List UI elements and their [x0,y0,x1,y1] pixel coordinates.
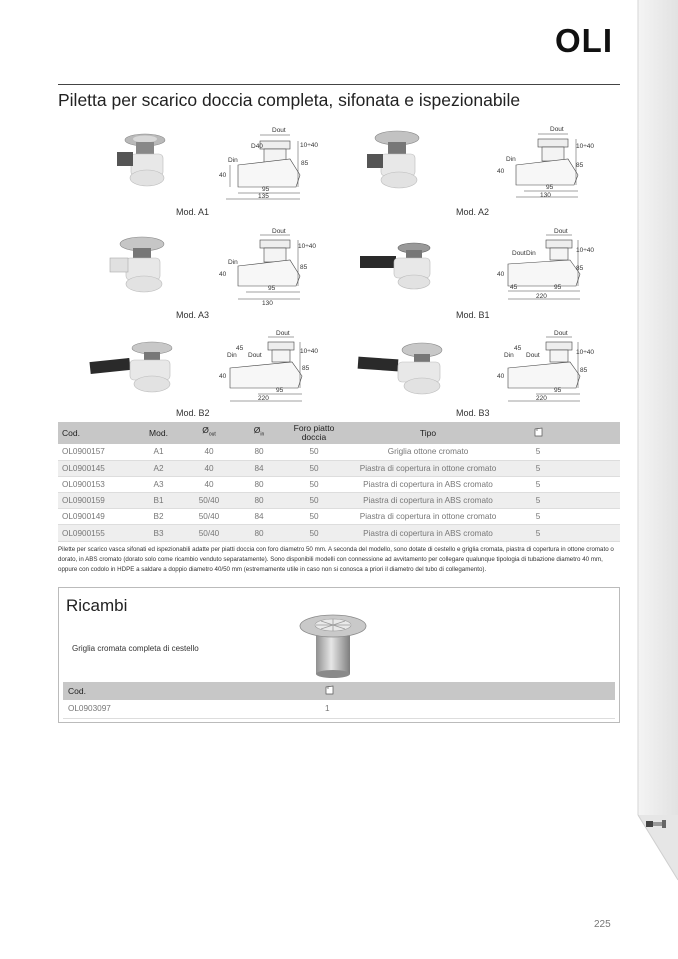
technical-drawing-b3 [496,330,608,410]
dim-top: Dout [550,126,564,133]
dim-side: Din [228,157,238,164]
table-header-row [58,422,620,444]
header-foro [284,422,344,444]
table-row [58,509,620,525]
dim-top: Dout [272,127,286,134]
dim-bottom-1: 95 [554,387,562,394]
dim-left: 40 [219,373,227,380]
cell-out: 50/40 [184,493,234,509]
dim-right-b: 85 [302,365,310,372]
header-diameter-out [184,422,234,444]
cell-out: 40 [184,444,234,460]
table-header-row [63,682,615,700]
dim-side-2: Dout [526,352,540,359]
header-diameter-in [234,422,284,444]
product-photo-a1 [115,128,175,198]
dim-left: 40 [497,271,505,278]
cell-foro: 50 [284,444,344,460]
model-label-b3: Mod. B3 [456,408,490,418]
dim-top: Dout [554,330,568,337]
cell-out: 50/40 [184,509,234,525]
dim-bottom-2: 220 [536,395,547,402]
ricambi-item-description: Griglia cromata completa di cestello [72,644,199,653]
technical-drawing-a3 [218,228,330,308]
dim-right-b: 85 [580,367,588,374]
dim-bottom-1: 95 [262,186,270,193]
dim-right-b: 85 [576,265,584,272]
dim-angle: 45 [236,345,244,352]
header-package [512,422,564,444]
technical-drawing-a2 [496,125,608,205]
cell-tipo: Piastra di copertura in ottone cromato [344,509,512,525]
spare-part-photo [298,614,368,680]
cell-foro: 50 [284,460,344,476]
dim-side: Dout [512,250,526,257]
dim-right-a: 10÷40 [576,247,595,254]
product-description: Pilette per scarico vasca sifonati ed ispezionabili adatte per piatti doccia con foro diametro 50 mm. A seconda del modello, sono dotate di cestello e griglia cromata, piastra di copertura in ottone cromato o dorato, in ABS cromato (dorato solo come ricambio venduto separatamente). Sono disponibili modelli con connessione ad avvitamento per collegare qualunque tipologia di tubazione diametro 40 mm, oppure con codolo in HDPE a saldare a doppio diametro 40/50 mm (estremamente utile in caso non si conosca a priori il diametro del tubo di collegamento). [58,546,614,573]
dim-left: 40 [219,172,227,179]
dim-side-2: Din [526,250,536,257]
dim-bottom-1: 95 [276,387,284,394]
product-photo-b3 [356,338,452,400]
dim-left: 40 [219,271,227,278]
cell-in: 80 [234,476,284,492]
cell-cod: OL0900153 [58,476,133,492]
product-photo-a2 [365,128,429,198]
page-title: Piletta per scarico doccia completa, sifonata e ispezionabile [58,90,521,110]
dim-right-b: 85 [301,160,309,167]
cell-qty: 5 [512,460,564,476]
cell-out: 40 [184,476,234,492]
dim-top: Dout [554,228,568,235]
model-label-b1: Mod. B1 [456,310,490,320]
dim-side: Din [504,352,514,359]
page-number: 225 [594,919,611,930]
cell-tipo: Piastra di copertura in ABS cromato [344,476,512,492]
table-row [58,444,620,460]
dim-right-b: 85 [300,264,308,271]
table-row [58,493,620,509]
dim-top: Dout [276,330,290,337]
cell-qty: 5 [512,525,564,541]
dim-bottom-2: 220 [536,293,547,300]
model-label-a3: Mod. A3 [176,310,210,320]
ricambi-title: Ricambi [66,596,128,615]
dim-bottom-2: 130 [262,300,273,307]
cell-foro: 50 [284,493,344,509]
cell-cod: OL0900145 [58,460,133,476]
dim-right-a: 10÷40 [300,348,319,355]
dim-side-2: Dout [248,352,262,359]
cell-foro: 50 [284,525,344,541]
technical-drawing-b1 [496,228,608,308]
dim-bottom-2: 135 [258,193,269,200]
cell-mod: A1 [133,444,184,460]
cell-cod: OL0903097 [63,700,325,718]
table-row [58,476,620,492]
header-tipo: Tipo [344,422,512,444]
model-label-a2: Mod. A2 [456,207,490,217]
header-cod: Cod. [63,682,325,700]
package-icon [325,685,334,695]
cell-tipo: Piastra di copertura in ottone cromato [344,460,512,476]
cell-foro: 50 [284,509,344,525]
dim-right-a: 10÷40 [298,243,317,250]
dim-bottom-1b: 95 [554,284,562,291]
cell-in: 80 [234,525,284,541]
header-package [325,682,615,700]
dim-right-a: 10÷40 [576,349,595,356]
diameter-symbol: Ø [253,425,261,436]
dim-bottom-1: 95 [546,184,554,191]
product-photo-a3 [108,232,174,302]
diameter-subscript: out [208,431,216,438]
dim-right-a: 10÷40 [576,143,595,150]
dim-side: Din [227,352,237,359]
cell-mod: A2 [133,460,184,476]
header-cod: Cod. [58,422,133,444]
product-photo-b2 [88,338,184,400]
dim-side: Din [228,259,238,266]
dim-side: Din [506,156,516,163]
cell-mod: B2 [133,509,184,525]
diameter-symbol: Ø [202,425,209,436]
pipe-fitting-icon [645,818,667,830]
cell-tipo: Griglia ottone cromato [344,444,512,460]
technical-drawing-b2 [218,330,330,410]
cell-in: 84 [234,509,284,525]
dim-angle: 45 [514,345,522,352]
header-spacer [564,422,620,444]
cell-out: 40 [184,460,234,476]
cell-tipo: Piastra di copertura in ABS cromato [344,525,512,541]
cell-qty: 5 [512,444,564,460]
cell-qty: 5 [512,509,564,525]
dim-bottom-1: 95 [268,285,276,292]
cell-mod: A3 [133,476,184,492]
cell-qty: 1 [325,700,615,718]
diameter-subscript: in [260,431,265,438]
header-mod: Mod. [133,422,184,444]
cell-tipo: Piastra di copertura in ABS cromato [344,493,512,509]
dim-left: 40 [497,373,505,380]
header-foro-line2: doccia [301,432,327,442]
dim-left: 40 [497,168,505,175]
cell-cod: OL0900155 [58,525,133,541]
dim-top: Dout [272,228,286,235]
cell-in: 84 [234,460,284,476]
table-row [63,700,615,718]
cell-qty: 5 [512,476,564,492]
page-edge-decoration [634,0,678,959]
ricambi-section [58,587,620,723]
cell-cod: OL0900157 [58,444,133,460]
model-label-a1: Mod. A1 [176,207,210,217]
cell-cod: OL0900149 [58,509,133,525]
dim-bottom-2: 130 [540,192,551,199]
brand-logo: OLI [555,22,613,59]
dim-right-a: 10÷40 [300,142,319,149]
cell-mod: B3 [133,525,184,541]
ricambi-table [63,682,615,719]
product-table [58,422,620,542]
package-icon [534,427,543,437]
header-foro-line1: Foro piatto [293,423,335,433]
technical-drawing-a1 [218,125,330,205]
cell-qty: 5 [512,493,564,509]
table-row [58,460,620,476]
dim-bottom-2: 220 [258,395,269,402]
dim-right-b: 85 [576,162,584,169]
model-label-b2: Mod. B2 [176,408,210,418]
table-row [58,525,620,541]
cell-cod: OL0900159 [58,493,133,509]
product-photo-b1 [358,238,440,298]
cell-in: 80 [234,493,284,509]
cell-mod: B1 [133,493,184,509]
title-divider [58,84,620,85]
dim-bottom-1: 45 [510,284,518,291]
cell-foro: 50 [284,476,344,492]
cell-in: 80 [234,444,284,460]
cell-out: 50/40 [184,525,234,541]
dim-inner: D40 [251,143,263,150]
